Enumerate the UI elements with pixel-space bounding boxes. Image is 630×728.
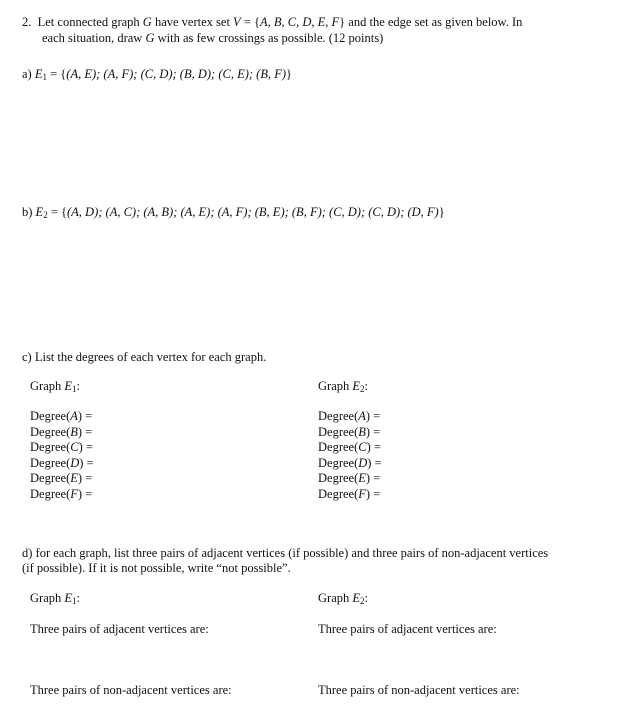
adjacent-pairs-graph2: Three pairs of adjacent vertices are:: [318, 622, 497, 636]
adjacent-pairs-graph1: Three pairs of adjacent vertices are:: [30, 622, 209, 636]
degree-line: Degree(E) =: [30, 471, 93, 485]
part-d-graph2-label: Graph $E_2$:: [318, 591, 368, 606]
part-d-prompt-line1: d) for each graph, list three pairs of adjacent vertices (if possible) and three pairs of non-adjacent vertices: [22, 546, 549, 560]
degree-line: Degree(B) =: [30, 424, 93, 439]
part-d-prompt-line2: (if possible). If it is not possible, write “not possible”.: [22, 561, 291, 575]
degree-list-graph1: [30, 409, 94, 502]
nonadjacent-pairs-graph1: Three pairs of non-adjacent vertices are:: [30, 683, 232, 697]
nonadjacent-pairs-graph2: Three pairs of non-adjacent vertices are:: [318, 683, 520, 697]
part-c-graph1-label: Graph $E_1$:: [30, 379, 80, 394]
degree-line: Degree(A) =: [318, 409, 381, 423]
degree-line: Degree(B) =: [318, 424, 381, 439]
degree-line: Degree(A) =: [30, 409, 93, 423]
problem-statement-line2: each situation, draw G with as few crossings as possible. (12 points): [42, 31, 384, 45]
degree-line: Degree(C) =: [30, 440, 93, 454]
degree-line: Degree(D) =: [30, 455, 94, 470]
part-a-edge-set: a) $E_1 = \{(A$, E); (A, F); (C, D); (B, D); (C, E); (B, F)}: [22, 67, 292, 82]
part-c-graph2-label: Graph $E_2$:: [318, 379, 368, 394]
degree-line: Degree(F) =: [30, 486, 93, 501]
problem-statement-line1: 2. Let connected graph G have vertex set V = {A, B, C, D, E, F} and the edge set as given below. In: [22, 15, 523, 29]
degree-line: Degree(D) =: [318, 455, 382, 470]
problem-number: 2.: [22, 15, 32, 29]
degree-line: Degree(F) =: [318, 486, 381, 501]
part-d-graph1-label: Graph $E_1$:: [30, 591, 80, 606]
degree-list-graph2: [318, 409, 382, 502]
part-b-edge-set: b) $E_2 = \{(A$, D); (A, C); (A, B); (A, E); (A, F); (B, E); (B, F); (C, D); (C, D); (D, F)}: [22, 205, 445, 220]
degree-line: Degree(E) =: [318, 471, 381, 485]
degree-line: Degree(C) =: [318, 440, 381, 454]
part-c-prompt: c) List the degrees of each vertex for each graph.: [22, 350, 267, 364]
